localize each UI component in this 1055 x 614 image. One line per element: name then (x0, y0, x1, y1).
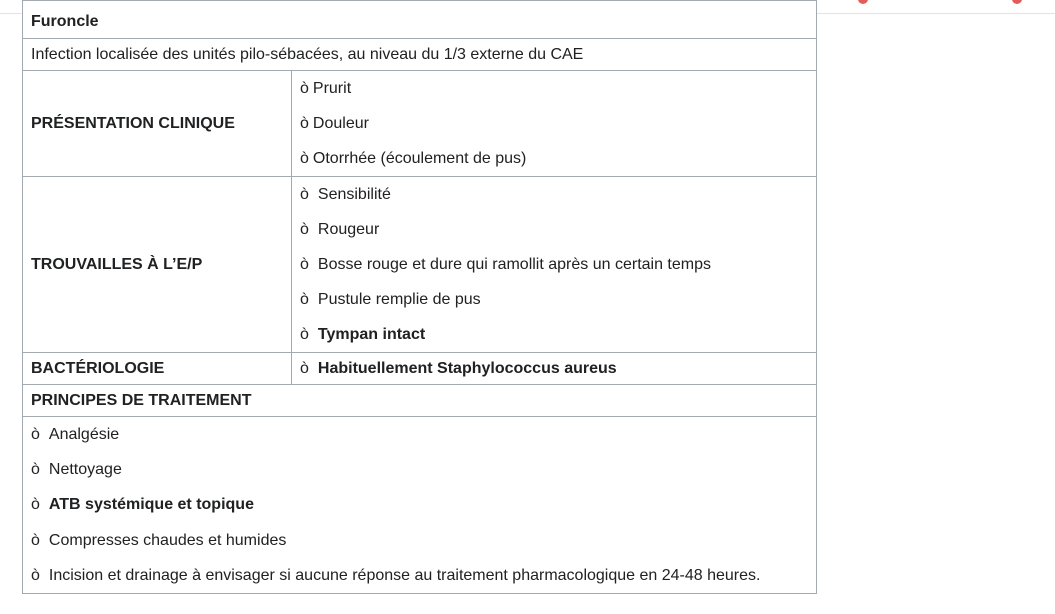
table-title-cell (23, 1, 817, 39)
bacteriology-label: BACTÉRIOLOGIE (23, 353, 292, 385)
bullet-icon: ò (300, 220, 309, 238)
list-item: ò Prurit (300, 79, 352, 97)
title-row (23, 1, 817, 39)
bacteriology-row (23, 353, 817, 385)
list-item: ò Pustule remplie de pus (300, 290, 481, 308)
list-item: ò Sensibilité (300, 185, 391, 203)
treatment-list-row (23, 417, 817, 594)
bookmark-icon[interactable] (1012, 0, 1022, 4)
bullet-icon: ò (31, 566, 40, 584)
list-item: ò Tympan intact (300, 325, 426, 343)
bullet-icon: ò (31, 460, 40, 478)
bullet-icon: ò (31, 425, 40, 443)
treatment-label: PRINCIPES DE TRAITEMENT (23, 385, 817, 417)
list-item: ò Incision et drainage à envisager si aucune réponse au traitement pharmacologique en 24-48 heures. (31, 566, 761, 584)
bullet-icon: ò (300, 114, 309, 132)
bookmark-icon[interactable] (858, 0, 868, 4)
list-item: ò Compresses chaudes et humides (31, 531, 287, 549)
clinical-presentation-label: PRÉSENTATION CLINIQUE (23, 71, 292, 177)
exam-findings-row (23, 177, 817, 353)
bullet-icon: ò (300, 290, 309, 308)
treatment-header-row (23, 385, 817, 417)
bullet-icon: ò (300, 79, 309, 97)
bullet-icon: ò (31, 496, 40, 514)
bullet-icon: ò (300, 255, 309, 273)
furuncle-table (22, 0, 817, 594)
list-item: ò Douleur (300, 114, 369, 132)
list-item (300, 353, 808, 384)
bullet-icon: ò (300, 185, 309, 203)
treatment-list (23, 417, 817, 594)
bacteriology-value-cell (292, 353, 817, 385)
table-title: Furoncle (31, 13, 99, 30)
exam-findings-list (292, 177, 817, 353)
bullet-icon: ò (300, 149, 309, 167)
bacteriology-value: Habituellement Staphylococcus aureus (317, 359, 617, 377)
bullet-icon: ò (300, 325, 309, 343)
list-item: ò Otorrhée (écoulement de pus) (300, 149, 527, 167)
bullet-icon: ò (300, 359, 309, 377)
list-item: ò ATB systémique et topique (31, 496, 254, 514)
clinical-presentation-row (23, 71, 817, 177)
list-item: ò Rougeur (300, 220, 380, 238)
list-item: ò Nettoyage (31, 460, 122, 478)
bullet-icon: ò (31, 531, 40, 549)
definition-text: Infection localisée des unités pilo-sébacées, au niveau du 1/3 externe du CAE (23, 39, 817, 71)
list-item: ò Analgésie (31, 425, 120, 443)
definition-row (23, 39, 817, 71)
clinical-presentation-list (292, 71, 817, 177)
list-item: ò Bosse rouge et dure qui ramollit après un certain temps (300, 255, 711, 273)
exam-findings-label: TROUVAILLES À L’E/P (23, 177, 292, 353)
